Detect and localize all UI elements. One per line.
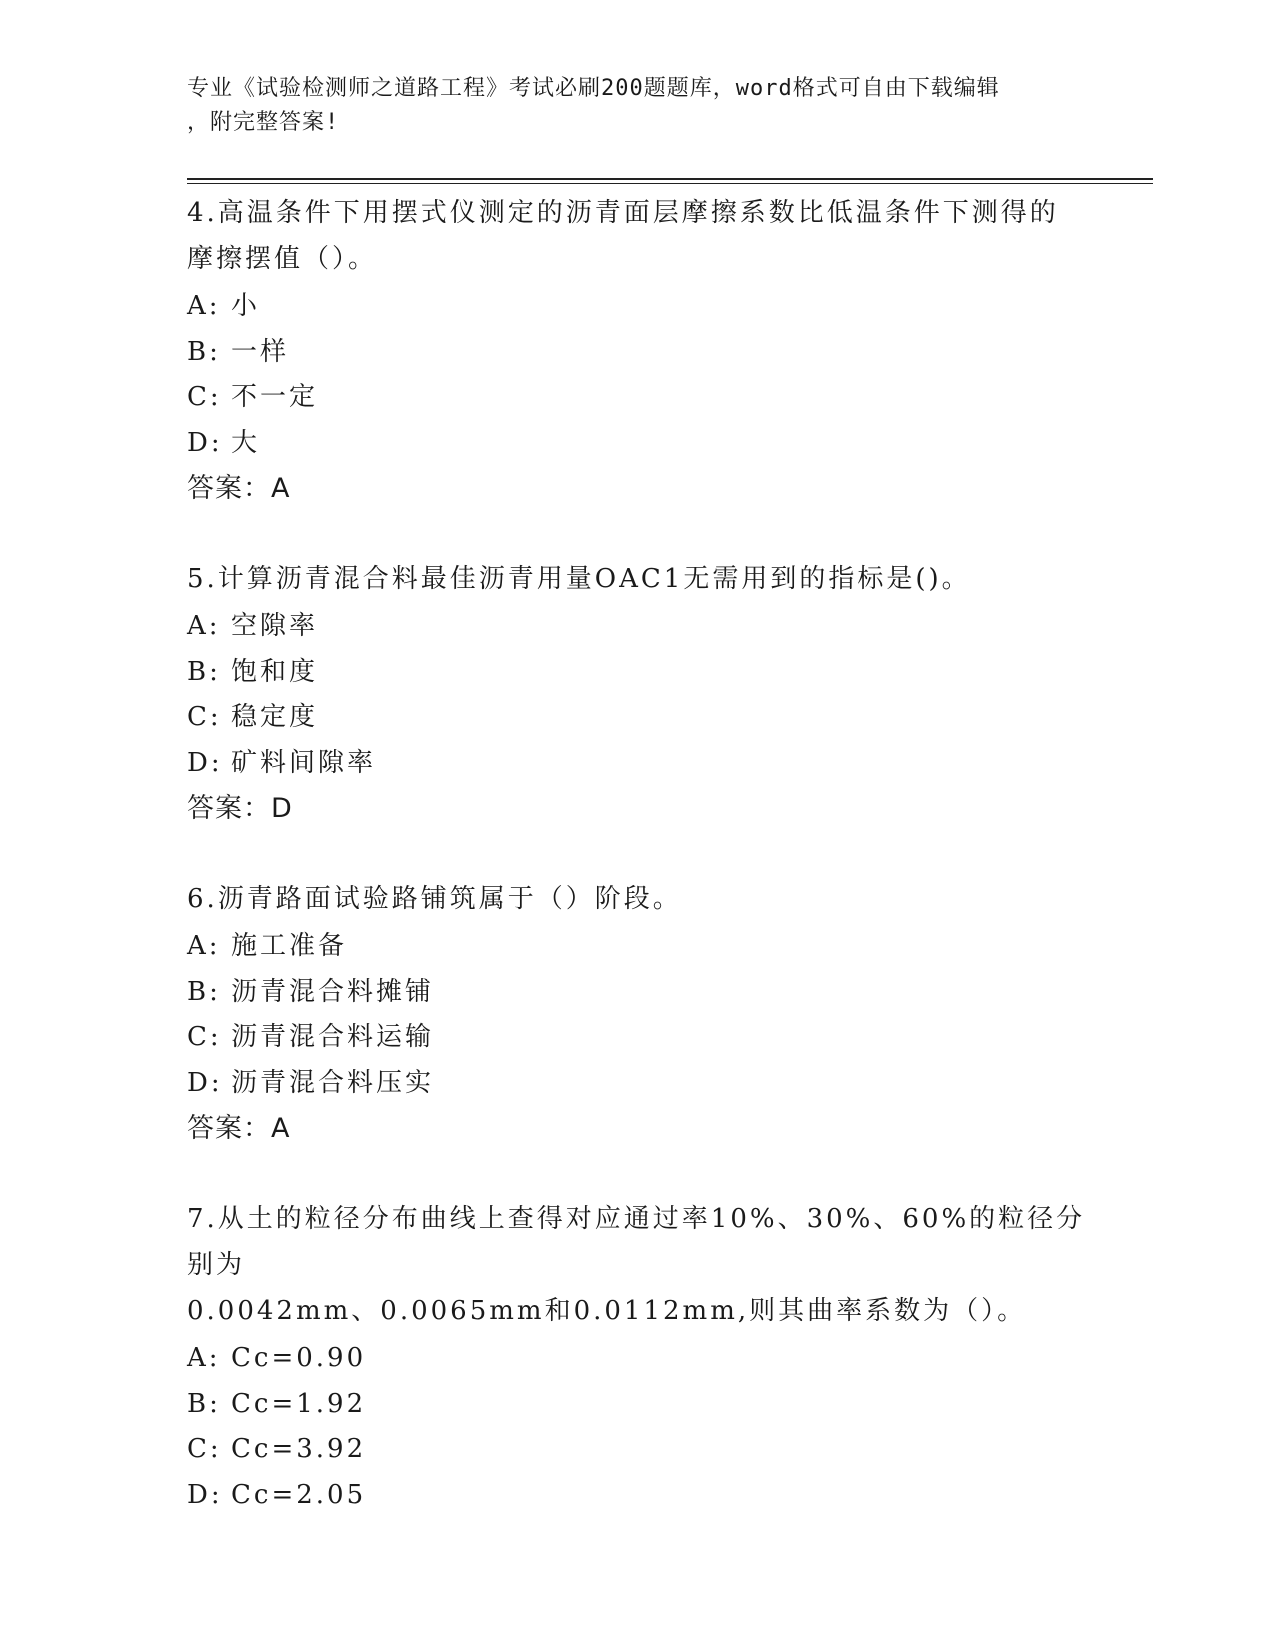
question-item	[187, 1196, 1087, 1518]
option-letter: A:	[187, 611, 221, 641]
option-c	[187, 1427, 1087, 1473]
option-a	[187, 924, 1087, 970]
option-text: 施工准备	[231, 931, 348, 961]
option-letter: C:	[187, 1022, 222, 1052]
question-stem	[187, 1196, 1087, 1334]
header-title-line-1: 专业《试验检测师之道路工程》考试必刷200题题库，word格式可自由下载编辑	[187, 76, 1000, 101]
option-letter: B:	[187, 976, 221, 1007]
option-c	[187, 695, 1087, 741]
option-c	[187, 1015, 1087, 1061]
option-text: Cc=0.90	[231, 1343, 367, 1373]
option-d	[187, 1061, 1087, 1107]
option-b	[187, 650, 1087, 696]
question-stem-line: 7.从土的粒径分布曲线上查得对应通过率10%、30%、60%的粒径分别为	[187, 1204, 1086, 1280]
option-letter: D:	[187, 747, 223, 778]
option-letter: D:	[187, 427, 223, 458]
question-list	[187, 190, 1087, 1562]
option-letter: C:	[187, 702, 222, 732]
option-letter: C:	[187, 382, 222, 412]
answer-label: 答案：D	[187, 793, 293, 824]
option-b	[187, 1382, 1087, 1428]
option-letter: B:	[187, 656, 221, 687]
header-divider-thin	[187, 183, 1153, 184]
option-text: Cc=2.05	[231, 1479, 367, 1510]
header-title-line-2: ，附完整答案!	[187, 110, 340, 135]
option-b	[187, 970, 1087, 1016]
option-text: 饱和度	[231, 656, 319, 687]
option-text: 小	[231, 291, 261, 321]
option-letter: B:	[187, 336, 221, 367]
option-b	[187, 330, 1087, 376]
question-stem	[187, 876, 1087, 922]
question-stem	[187, 190, 1087, 282]
option-a	[187, 604, 1087, 650]
question-item	[187, 190, 1087, 512]
option-text: 空隙率	[231, 611, 319, 641]
answer-label: 答案：A	[187, 1113, 291, 1144]
option-letter: A:	[187, 931, 221, 961]
option-text: 一样	[231, 336, 290, 367]
option-d	[187, 421, 1087, 467]
option-a	[187, 284, 1087, 330]
option-letter: A:	[187, 1343, 221, 1373]
option-text: Cc=3.92	[231, 1434, 367, 1464]
question-item	[187, 556, 1087, 832]
question-stem-line: 5.计算沥青混合料最佳沥青用量OAC1无需用到的指标是()。	[187, 564, 971, 594]
question-stem-line: 6.沥青路面试验路铺筑属于（）阶段。	[187, 884, 682, 914]
option-text: 矿料间隙率	[231, 747, 377, 778]
option-letter: A:	[187, 291, 221, 321]
header-divider-thick	[187, 178, 1153, 180]
question-stem-line: 摩擦摆值（）。	[187, 244, 378, 274]
option-text: 沥青混合料摊铺	[231, 976, 435, 1007]
answer-label: 答案：A	[187, 473, 291, 504]
option-letter: B:	[187, 1388, 221, 1419]
option-d	[187, 741, 1087, 787]
question-item	[187, 876, 1087, 1152]
option-d	[187, 1473, 1087, 1519]
option-text: 沥青混合料运输	[231, 1022, 435, 1052]
question-stem-line: 4.高温条件下用摆式仪测定的沥青面层摩擦系数比低温条件下测得的	[187, 198, 1059, 228]
option-letter: D:	[187, 1479, 223, 1510]
option-a	[187, 1336, 1087, 1382]
option-c	[187, 375, 1087, 421]
question-stem-line: 0.0042mm、0.0065mm和0.0112mm,则其曲率系数为（）。	[187, 1296, 1027, 1326]
question-stem	[187, 556, 1087, 602]
option-text: 沥青混合料压实	[231, 1067, 435, 1098]
option-text: 不一定	[231, 382, 319, 412]
option-text: 稳定度	[231, 702, 319, 732]
document-header	[187, 72, 1067, 140]
option-letter: C:	[187, 1434, 222, 1464]
option-text: 大	[231, 427, 261, 458]
option-text: Cc=1.92	[231, 1388, 367, 1419]
option-letter: D:	[187, 1067, 223, 1098]
